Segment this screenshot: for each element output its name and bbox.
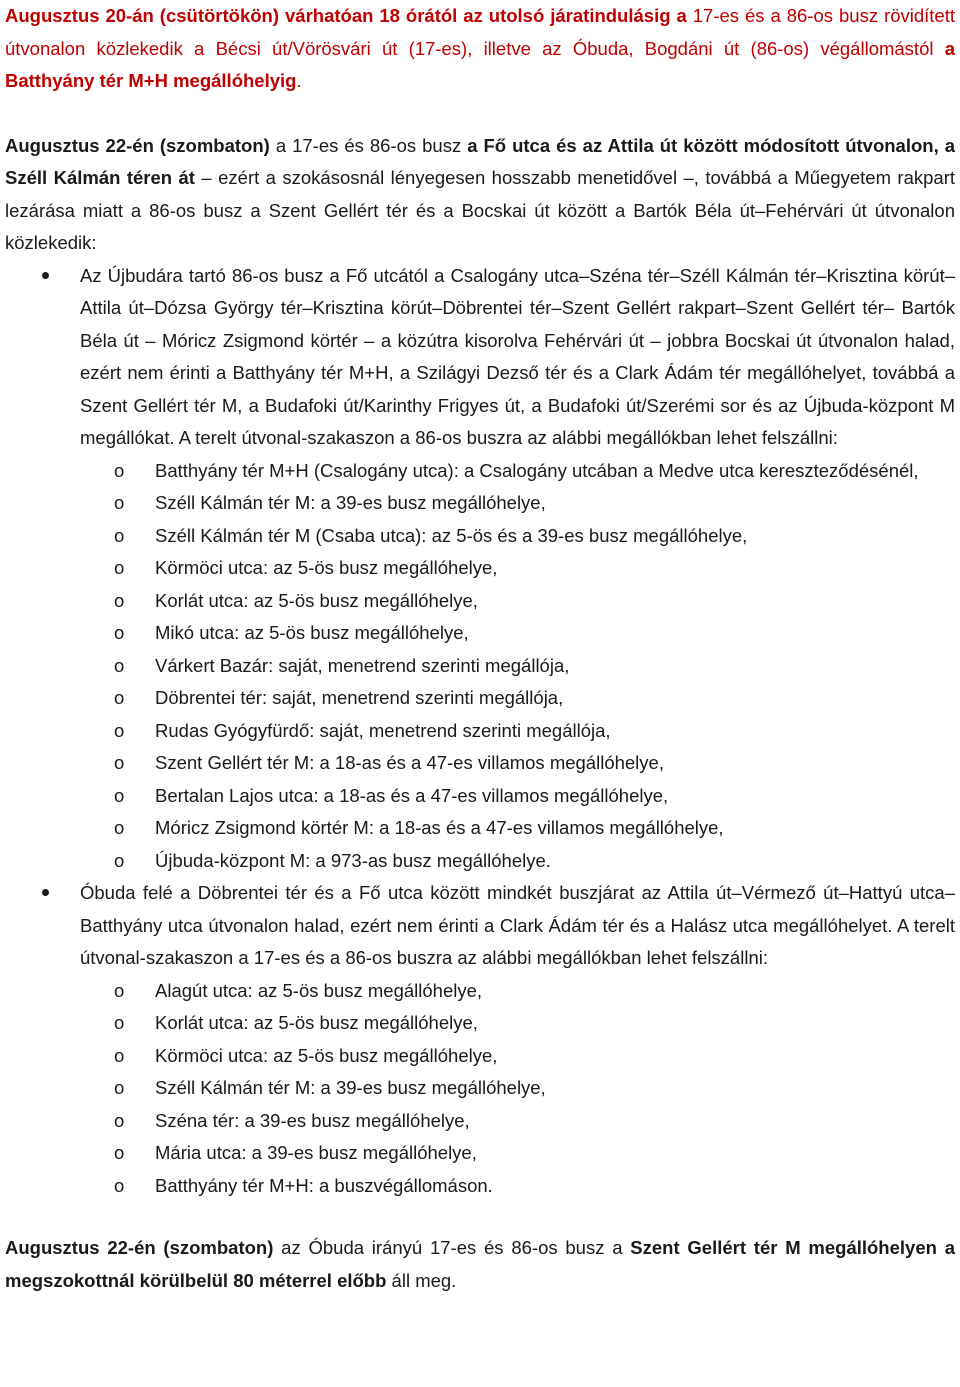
- gellert-stop-change: Szent Gellért tér M megállóhelyen a megszokottnál körülbelül 80 méterrel előbb: [5, 1237, 955, 1291]
- stop-item: [80, 1137, 955, 1170]
- stop-item: [80, 747, 955, 780]
- paragraph-gellert-stop: [5, 1232, 955, 1297]
- stop-text: Széll Kálmán tér M: a 39-es busz megállóhelye,: [155, 1077, 546, 1098]
- stop-item: [80, 617, 955, 650]
- sub-bullet-icon: o: [114, 849, 125, 871]
- sub-bullet-icon: o: [114, 979, 125, 1001]
- stop-text: Döbrentei tér: saját, menetrend szerinti megállója,: [155, 687, 564, 708]
- aug-22-date: Augusztus 22-én (szombaton): [5, 134, 270, 156]
- stop-item: [80, 1040, 955, 1073]
- sub-bullet-icon: o: [114, 1044, 125, 1066]
- stop-item: [80, 780, 955, 813]
- sub-bullet-icon: o: [114, 687, 125, 708]
- aug-20-end: .: [296, 70, 302, 91]
- stop-text: Széna tér: a 39-es busz megállóhelye,: [155, 1109, 470, 1131]
- stop-text: Korlát utca: az 5-ös busz megállóhelye,: [155, 1012, 478, 1033]
- paragraph-aug-22: [5, 130, 955, 260]
- stop-item: [80, 715, 955, 748]
- stop-text: Újbuda-központ M: a 973-as busz megállóhelye.: [155, 849, 551, 871]
- sub-bullet-icon: o: [114, 589, 125, 611]
- stop-item: [80, 1105, 955, 1138]
- stop-text: Alagút utca: az 5-ös busz megállóhelye,: [155, 979, 483, 1001]
- stop-text: Szent Gellért tér M: a 18-as és a 47-es villamos megállóhelye,: [155, 752, 664, 773]
- sub-bullet-icon: o: [114, 654, 125, 676]
- stops-list-obuda: [5, 975, 955, 1203]
- sub-bullet-icon: o: [114, 817, 125, 838]
- stop-item: [80, 650, 955, 683]
- bullet-icon: [42, 272, 49, 279]
- stops-list-ujbuda: [5, 455, 955, 878]
- paragraph-aug-20: [5, 0, 955, 98]
- gellert-date: Augusztus 22-én (szombaton): [5, 1237, 274, 1258]
- stop-text: Körmöci utca: az 5-ös busz megállóhelye,: [155, 557, 498, 578]
- stop-item: [80, 455, 955, 488]
- stop-text: Széll Kálmán tér M: a 39-es busz megállóhelye,: [155, 492, 546, 513]
- aug-20-body: 17-es és a 86-os busz rövidített útvonalon közlekedik a Bécsi út/Vörösvári út (17-es), illetve az Óbuda, Bogdáni út (86-os) végállomástól: [5, 5, 955, 59]
- ujbuda-text: Az Újbudára tartó 86-os busz a Fő utcától a Csalogány utca–Széna tér–Széll Kálmán tér–Krisztina körút–Attila út–Dózsa György tér–Krisztina körút–Döbrentei tér–Szent Gellért rakpart–Szent Gellért tér– Bartók Béla út – Móricz Zsigmond körtér – a közútra kisorolva Fehérvári út – jobbra Bocskai út útvonalon halad, ezért nem érinti a Batthyány tér M+H, a Szilágyi Dezső tér és a Clark Ádám tér megállóhelyet, továbbá a Szent Gellért tér M, a Budafoki út/Karinthy Frigyes út, a Budafoki út/Szerémi sor és az Újbuda-központ M megállókat. A terelt útvonal-szakaszon a 86-os buszra az alábbi megállókban lehet felszállni:: [80, 264, 955, 448]
- stop-text: Rudas Gyógyfürdő: saját, menetrend szerinti megállója,: [155, 719, 611, 741]
- stop-text: Mikó utca: az 5-ös busz megállóhelye,: [155, 622, 469, 643]
- stop-item: [80, 552, 955, 585]
- aug-20-terminus: a Batthyány tér M+H megállóhelyig: [5, 37, 955, 91]
- bullet-icon: [42, 889, 49, 896]
- sub-bullet-icon: o: [114, 719, 125, 741]
- sub-bullet-icon: o: [114, 752, 125, 773]
- sub-bullet-icon: o: [114, 1142, 125, 1163]
- stop-item: [80, 520, 955, 553]
- aug-20-lead: Augusztus 20-án (csütörtökön) várhatóan 18 órától az utolsó járatindulásig a: [5, 5, 687, 26]
- sub-bullet-icon: o: [114, 492, 125, 513]
- sub-bullet-icon: o: [114, 557, 125, 578]
- spacer: [5, 1202, 955, 1232]
- list-item-obuda: [5, 877, 955, 1202]
- list-item-ujbuda: [5, 260, 955, 878]
- aug-22-route: a Fő utca és az Attila út között módosított útvonalon, a Széll Kálmán téren át: [5, 134, 955, 188]
- stop-item: [80, 845, 955, 878]
- bullet-list: [5, 260, 955, 1203]
- obuda-text: Óbuda felé a Döbrentei tér és a Fő utca között mindkét buszjárat az Attila út–Vérmező út–Hattyú utca–Batthyány utca útvonalon halad, ezért nem érinti a Clark Ádám tér és a Halász utca megállóhelyet. A terelt útvonal-szakaszon a 17-es és a 86-os buszra az alábbi megállókban lehet felszállni:: [80, 882, 955, 968]
- stop-text: Móricz Zsigmond körtér M: a 18-as és a 47-es villamos megállóhelye,: [155, 817, 724, 838]
- stop-text: Korlát utca: az 5-ös busz megállóhelye,: [155, 589, 478, 611]
- stop-item: [80, 1072, 955, 1105]
- stop-item: [80, 812, 955, 845]
- sub-bullet-icon: o: [114, 784, 125, 806]
- stop-item: [80, 975, 955, 1008]
- stop-item: [80, 1007, 955, 1040]
- stop-item: [80, 487, 955, 520]
- stop-item: [80, 682, 955, 715]
- sub-bullet-icon: o: [114, 459, 125, 481]
- stop-item: [80, 1170, 955, 1203]
- gellert-intro: az Óbuda irányú 17-es és 86-os busz a: [273, 1237, 631, 1258]
- stop-text: Batthyány tér M+H (Csalogány utca): a Csalogány utcában a Medve utca kereszteződésénél,: [155, 459, 919, 481]
- aug-22-body: – ezért a szokásosnál lényegesen hosszabb menetidővel –, továbbá a Műegyetem rakpart lezárása miatt a 86-os busz a Szent Gellért tér és a Bocskai út között a Bartók Béla út–Fehérvári út útvonalon közlekedik:: [5, 167, 955, 253]
- gellert-end: áll meg.: [386, 1269, 457, 1291]
- aug-22-intro: a 17-es és 86-os busz: [269, 134, 468, 156]
- sub-bullet-icon: o: [114, 1109, 125, 1131]
- stop-text: Várkert Bazár: saját, menetrend szerinti megállója,: [155, 654, 570, 676]
- sub-bullet-icon: o: [114, 1012, 125, 1033]
- sub-bullet-icon: o: [114, 622, 125, 643]
- stop-item: [80, 585, 955, 618]
- sub-bullet-icon: o: [114, 524, 125, 546]
- stop-text: Széll Kálmán tér M (Csaba utca): az 5-ös és a 39-es busz megállóhelye,: [155, 524, 748, 546]
- stop-text: Mária utca: a 39-es busz megállóhelye,: [155, 1142, 477, 1163]
- stop-text: Batthyány tér M+H: a buszvégállomáson.: [155, 1174, 493, 1196]
- stop-text: Bertalan Lajos utca: a 18-as és a 47-es villamos megállóhelye,: [155, 784, 669, 806]
- spacer: [5, 98, 955, 130]
- sub-bullet-icon: o: [114, 1077, 125, 1098]
- stop-text: Körmöci utca: az 5-ös busz megállóhelye,: [155, 1044, 498, 1066]
- sub-bullet-icon: o: [114, 1174, 125, 1196]
